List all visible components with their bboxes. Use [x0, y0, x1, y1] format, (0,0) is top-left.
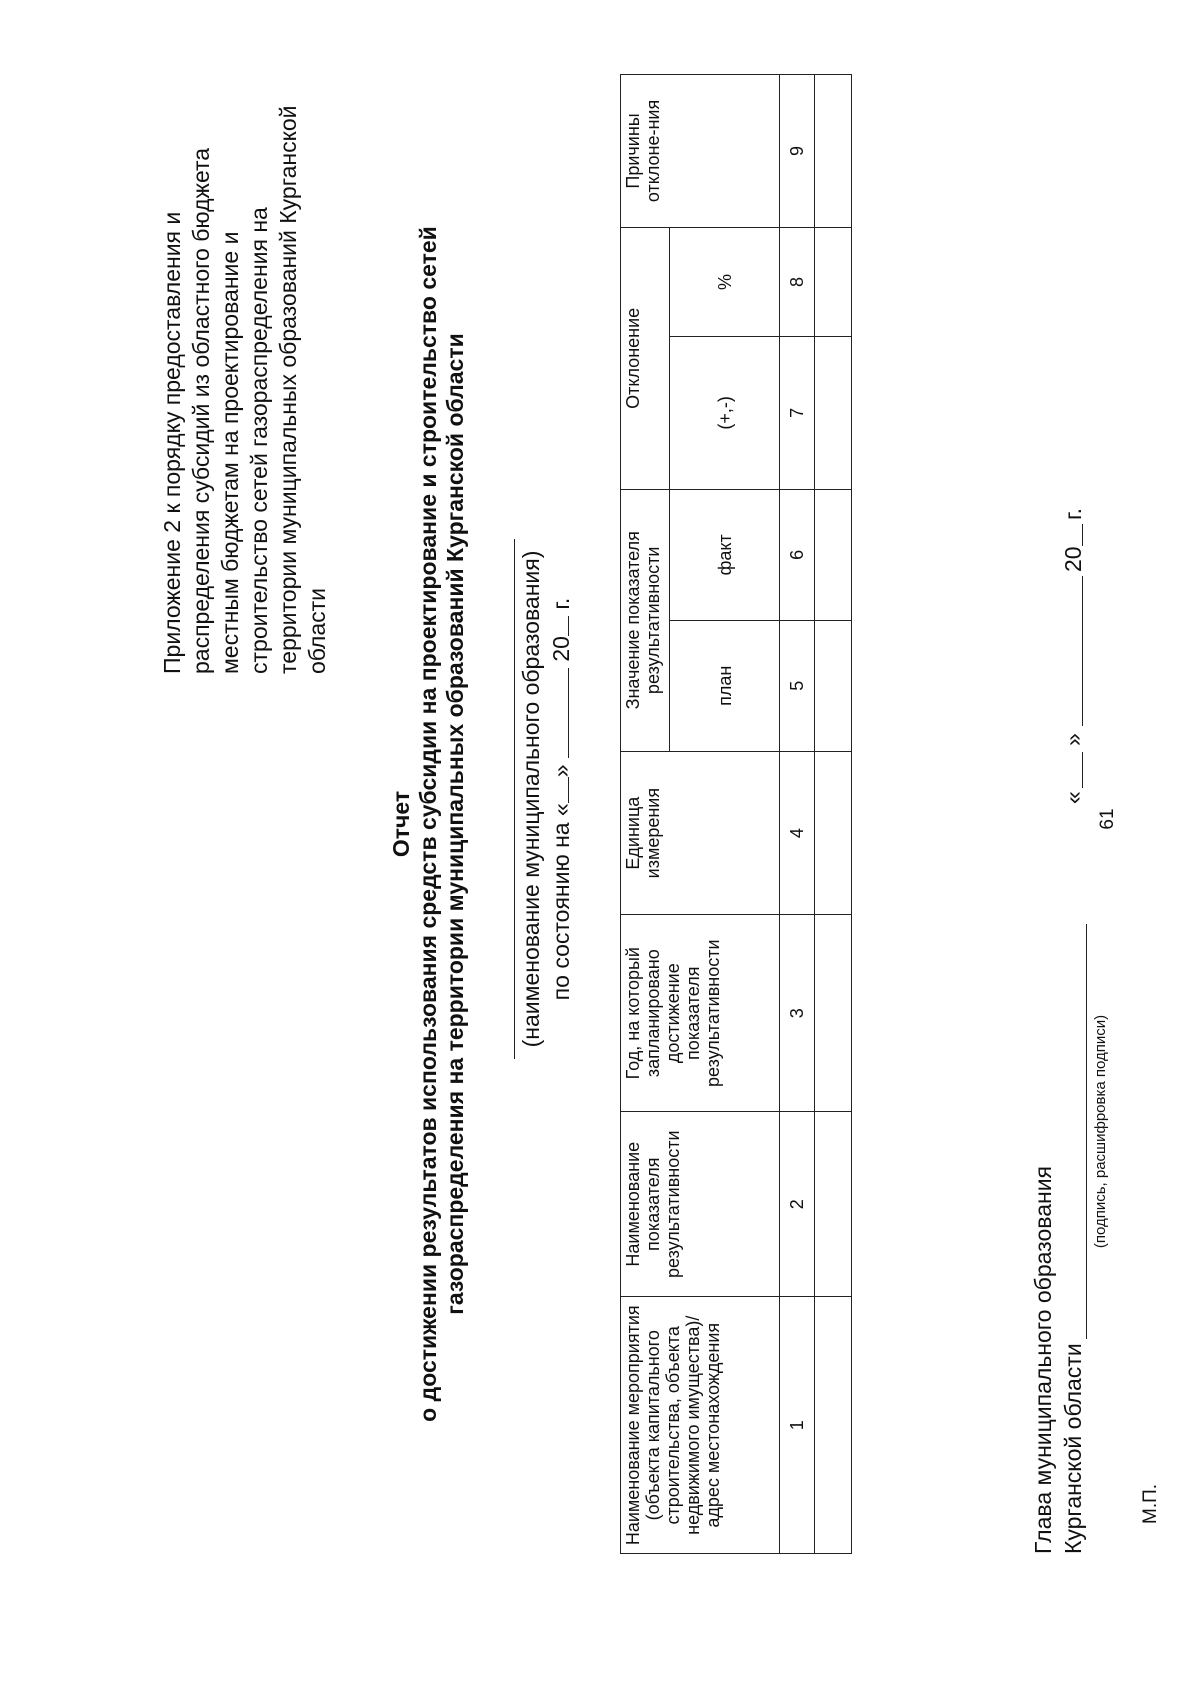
report-year-blank[interactable] — [548, 616, 569, 636]
signature-date-suffix: г. — [1060, 508, 1086, 520]
header-deviation-abs: (+,-) — [670, 337, 780, 490]
header-deviation: Отклонение — [621, 227, 670, 489]
signature-day-blank[interactable] — [1082, 752, 1083, 788]
table-header-row — [621, 75, 670, 1554]
column-number: 4 — [780, 751, 815, 915]
header-event-name: Наименование мероприятия (объекта капитального строительства, объекта недвижимого имущества)/адрес местонахождения — [621, 1297, 780, 1554]
header-indicator-value: Значение показателя результативности — [621, 489, 670, 751]
signature-year-blank[interactable] — [1082, 524, 1083, 546]
column-number: 9 — [780, 75, 815, 228]
signature-date-quote-left: « — [1060, 791, 1086, 804]
report-month-blank[interactable] — [548, 668, 569, 758]
table-cell[interactable] — [815, 915, 852, 1111]
signatory-region: Курганской области — [1060, 1343, 1086, 1554]
table-cell[interactable] — [815, 337, 852, 490]
report-title-line-2: о достижении результатов использования средств субсидии на проектирование и строительство сетей — [415, 226, 441, 1422]
report-day-blank[interactable] — [548, 777, 569, 803]
stamp-place: М.П. — [1140, 1483, 1161, 1524]
report-date-mid: » — [548, 764, 574, 778]
appendix-note: Приложение 2 к порядку предоставления и распределения субсидий из областного бюджета местным бюджетам на проектирование и строительство сетей газораспределения на территории муниципальных образований Курганской области — [159, 105, 330, 674]
table-cell[interactable] — [815, 489, 852, 620]
table-cell[interactable] — [815, 1111, 852, 1297]
signatory-title: Глава муниципального образования — [1030, 1166, 1056, 1554]
signature-date-quote-right: » — [1060, 733, 1086, 746]
column-number: 3 — [780, 915, 815, 1111]
report-year-prefix: 20 — [548, 636, 574, 662]
municipality-name-line — [514, 539, 515, 1059]
municipality-name-caption: (наименование муниципального образования) — [518, 550, 544, 1048]
header-unit: Единица измерения — [621, 751, 780, 915]
column-number: 5 — [780, 620, 815, 751]
report-title — [388, 124, 469, 1524]
table-cell[interactable] — [815, 751, 852, 915]
header-plan: план — [670, 620, 780, 751]
table-row — [815, 75, 852, 1554]
column-number: 2 — [780, 1111, 815, 1297]
signature-month-blank[interactable] — [1082, 576, 1083, 726]
report-date-suffix: г. — [548, 597, 574, 610]
table-cell[interactable] — [815, 1297, 852, 1554]
column-number: 7 — [780, 337, 815, 490]
table-cell[interactable] — [815, 75, 852, 228]
page-number: 61 — [1097, 808, 1118, 830]
signature-year-prefix: 20 — [1060, 546, 1086, 572]
table-cell[interactable] — [815, 620, 852, 751]
report-date-line — [548, 539, 574, 1059]
header-fact: факт — [670, 489, 780, 620]
column-number: 1 — [780, 1297, 815, 1554]
table-cell[interactable] — [815, 227, 852, 336]
report-date-prefix: по состоянию на « — [548, 803, 574, 1001]
column-number: 8 — [780, 227, 815, 336]
header-deviation-reasons: Причины отклоне-ния — [621, 75, 780, 228]
signature-line[interactable] — [1086, 924, 1087, 1339]
column-number: 6 — [780, 489, 815, 620]
report-title-line-3: газораспределения на территории муниципальных образований Курганской области — [442, 333, 468, 1315]
header-target-year: Год, на который запланировано достижение показателя результативности — [621, 915, 780, 1111]
signature-caption: (подпись, расшифровка подписи) — [1092, 1014, 1109, 1249]
report-title-line-1: Отчет — [388, 790, 414, 858]
header-indicator-name: Наименование показателя результативности — [621, 1111, 780, 1297]
header-deviation-percent: % — [670, 227, 780, 336]
results-table — [620, 74, 852, 1554]
column-number-row — [780, 75, 815, 1554]
